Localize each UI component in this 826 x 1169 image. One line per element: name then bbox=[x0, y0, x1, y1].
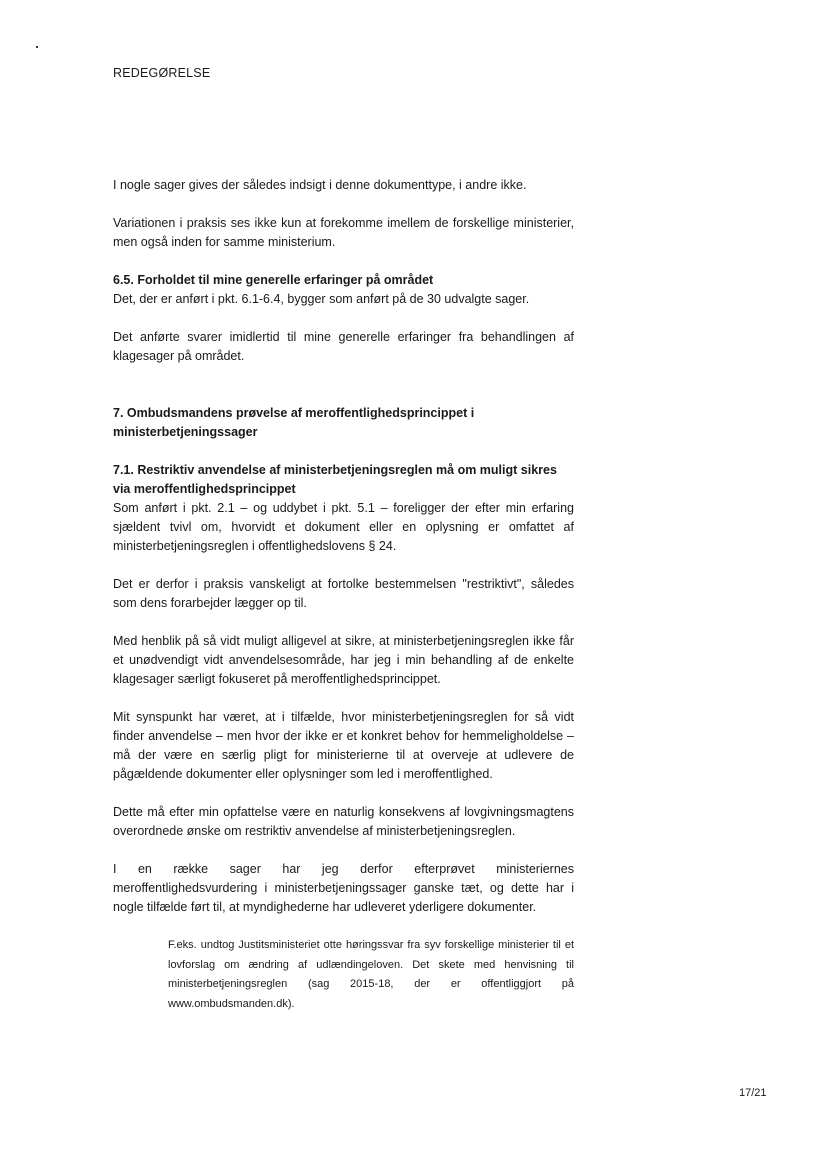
page-number: 17/21 bbox=[739, 1087, 767, 1099]
paragraph: Som anført i pkt. 2.1 – og uddybet i pkt. 5.1 – foreligger der efter min erfaring sjældent tvivl om, hvorvidt et dokument eller en oplysning er omfattet af ministerbetjeningsreglen i offentlighedslovens § 24. bbox=[113, 501, 574, 553]
section-heading-6-5: 6.5. Forholdet til mine generelle erfaringer på området bbox=[113, 273, 434, 287]
scan-speck bbox=[36, 46, 38, 48]
paragraph: Det er derfor i praksis vanskeligt at fortolke bestemmelsen "restriktivt", således som dens forarbejder lægger op til. bbox=[113, 577, 574, 610]
section-heading-7: 7. Ombudsmandens prøvelse af meroffentlighedsprincippet i ministerbetjeningssager bbox=[113, 406, 475, 439]
paragraph: Det, der er anført i pkt. 6.1-6.4, bygger som anført på de 30 udvalgte sager. bbox=[113, 292, 530, 306]
paragraph: Dette må efter min opfattelse være en naturlig konsekvens af lovgivningsmagtens overordnede ønske om restriktiv anvendelse af ministerbetjeningsreglen. bbox=[113, 805, 574, 838]
paragraph: Variationen i praksis ses ikke kun at forekomme imellem de forskellige ministerier, men også inden for samme ministerium. bbox=[113, 216, 574, 249]
section-heading-7-1: 7.1. Restriktiv anvendelse af ministerbetjeningsreglen må om muligt sikres via meroffentlighedsprincippet bbox=[113, 463, 557, 496]
paragraph: I en række sager har jeg derfor efterprøvet ministeriernes meroffentlighedsvurdering i ministerbetjeningssager ganske tæt, og dette har i nogle tilfælde ført til, at myndighederne har udleveret yderligere dokumenter. bbox=[113, 862, 574, 914]
paragraph: Mit synspunkt har været, at i tilfælde, hvor ministerbetjeningsreglen for så vidt finder anvendelse – men hvor der ikke er et konkret behov for hemmeligholdelse – må der være en særlig pligt for ministerierne til at overveje at udlevere de pågældende dokumenter eller oplysninger som led i meroffentlighed. bbox=[113, 710, 574, 781]
indented-note: F.eks. undtog Justitsministeriet otte høringssvar fra syv forskellige ministerier til et lovforslag om ændring af udlændingeloven. Det skete med henvisning til ministerbetjeningsreglen (sag 2015-18, der er offentliggjort på www.ombudsmanden.dk). bbox=[168, 939, 574, 1010]
body-text bbox=[113, 176, 574, 1014]
page-header: REDEGØRELSE bbox=[113, 66, 211, 80]
paragraph: I nogle sager gives der således indsigt i denne dokumenttype, i andre ikke. bbox=[113, 178, 527, 192]
paragraph: Med henblik på så vidt muligt alligevel at sikre, at ministerbetjeningsreglen ikke får et unødvendigt vidt anvendelsesområde, har jeg i min behandling af de enkelte klagesager særligt fokuseret på meroffentlighedsprincippet. bbox=[113, 634, 574, 686]
paragraph: Det anførte svarer imidlertid til mine generelle erfaringer fra behandlingen af klagesager på området. bbox=[113, 330, 574, 363]
